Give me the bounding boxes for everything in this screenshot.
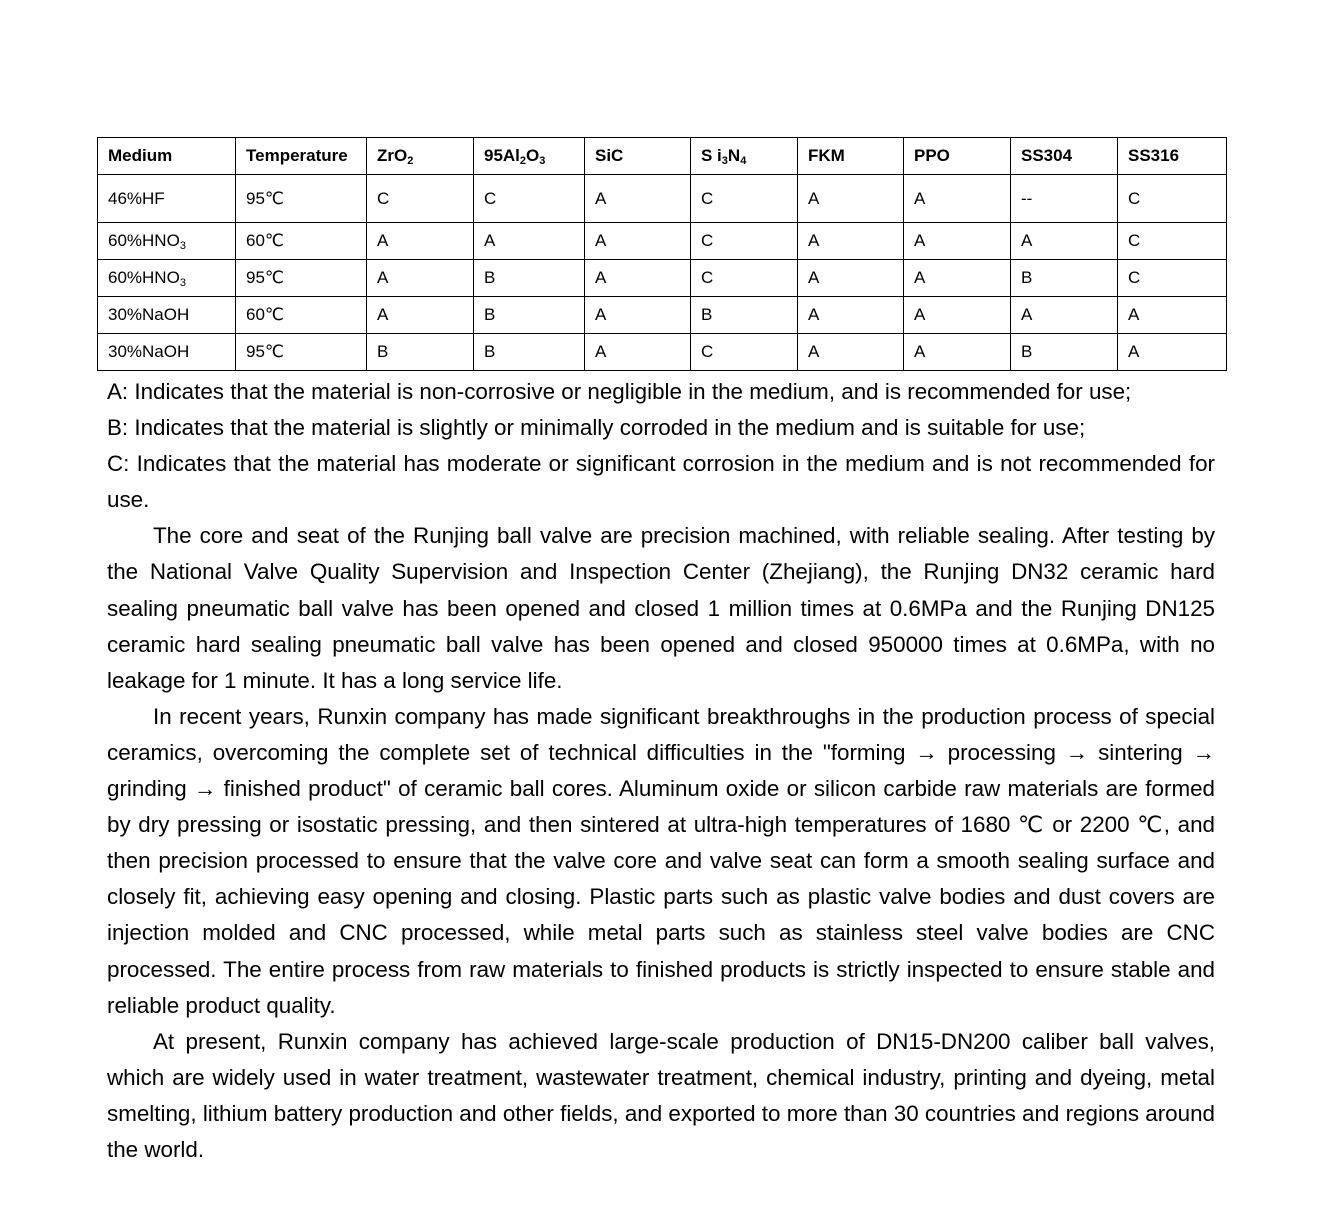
cell-rating: A	[1011, 297, 1118, 334]
legend-a: A: Indicates that the material is non-corrosive or negligible in the medium, and is recommended for use;	[107, 379, 1132, 404]
cell-rating: C	[474, 175, 585, 223]
paragraph-sealing: The core and seat of the Runjing ball valve are precision machined, with reliable sealing. After testing by the National Valve Quality Supervision and Inspection Center (Zhejiang), the Runjing DN32 ceramic hard sealing pneumatic ball valve has been opened and closed 1 million times at 0.6MPa and the Runjing DN125 ceramic hard sealing pneumatic ball valve has been opened and closed 950000 times at 0.6MPa, with no leakage for 1 minute. It has a long service life.	[107, 523, 1215, 693]
cell-rating: A	[585, 334, 691, 371]
cell-rating: B	[474, 297, 585, 334]
cell-rating: A	[798, 334, 904, 371]
header-medium: Medium	[98, 138, 236, 175]
cell-medium: $60\%HNO_3$	[98, 223, 236, 260]
table-row	[98, 297, 1227, 334]
cell-rating: B	[691, 297, 798, 334]
cell-rating: A	[798, 223, 904, 260]
header-ss316: SS316	[1118, 138, 1227, 175]
cell-rating: C	[1118, 175, 1227, 223]
header-sic: SiC	[585, 138, 691, 175]
header-zro2: ZrO$_2$	[367, 138, 474, 175]
cell-medium: $60\%HNO_3$	[98, 260, 236, 297]
cell-medium: 46%HF	[98, 175, 236, 223]
cell-rating: A	[1011, 223, 1118, 260]
cell-rating: B	[1011, 260, 1118, 297]
paragraph-applications: At present, Runxin company has achieved large-scale production of DN15-DN200 caliber ball valves, which are widely used in water treatment, wastewater treatment, chemical industry, printing and dyeing, metal smelting, lithium battery production and other fields, and exported to more than 30 countries and regions around the world.	[107, 1028, 1215, 1162]
header-si3n4: S $i_3N_4$	[691, 138, 798, 175]
table-row	[98, 334, 1227, 371]
body-text	[107, 374, 1215, 1168]
legend-c: C: Indicates that the material has moderate or significant corrosion in the medium and is not recommended for use.	[107, 451, 1215, 513]
cell-temperature: 95℃	[236, 175, 367, 223]
cell-rating: C	[1118, 223, 1227, 260]
header-fkm: FKM	[798, 138, 904, 175]
legend-b: B: Indicates that the material is slightly or minimally corroded in the medium and is suitable for use;	[107, 415, 1086, 441]
cell-temperature: 95℃	[236, 334, 367, 371]
cell-rating: A	[585, 260, 691, 297]
cell-temperature: 60℃	[236, 297, 367, 334]
cell-rating: A	[904, 334, 1011, 371]
cell-medium: 30%NaOH	[98, 297, 236, 334]
cell-rating: A	[585, 175, 691, 223]
cell-rating: A	[585, 297, 691, 334]
cell-rating: C	[691, 223, 798, 260]
cell-medium: 30%NaOH	[98, 334, 236, 371]
cell-rating: C	[691, 175, 798, 223]
header-95al2o3: $95Al_2O_3$	[474, 138, 585, 175]
cell-rating: A	[474, 223, 585, 260]
cell-rating: A	[1118, 334, 1227, 371]
header-temperature: Temperature	[236, 138, 367, 175]
cell-rating: A	[798, 175, 904, 223]
cell-temperature: 60℃	[236, 223, 367, 260]
cell-rating: A	[904, 223, 1011, 260]
table-header-row	[98, 138, 1227, 175]
paragraph-production: In recent years, Runxin company has made significant breakthroughs in the production process of special ceramics, overcoming the complete set of technical difficulties in the "forming → processing → sintering → grinding → finished product" of ceramic ball cores. Aluminum oxide or silicon carbide raw materials are formed by dry pressing or isostatic pressing, and then sintered at ultra-high temperatures of 1680 ℃ or 2200 ℃, and then precision processed to ensure that the valve core and valve seat can form a smooth sealing surface and closely fit, achieving easy opening and closing. Plastic parts such as plastic valve bodies and dust covers are injection molded and CNC processed, while metal parts such as stainless steel valve bodies are CNC processed. The entire process from raw materials to finished products is strictly inspected to ensure stable and reliable product quality.	[107, 703, 1215, 1018]
cell-rating: A	[367, 297, 474, 334]
corrosion-resistance-table	[97, 137, 1227, 371]
table-row	[98, 175, 1227, 223]
cell-rating: A	[1118, 297, 1227, 334]
cell-rating: --	[1011, 175, 1118, 223]
cell-rating: A	[798, 260, 904, 297]
header-ss304: SS304	[1011, 138, 1118, 175]
cell-rating: A	[904, 297, 1011, 334]
cell-rating: C	[367, 175, 474, 223]
cell-rating: C	[691, 260, 798, 297]
cell-rating: B	[367, 334, 474, 371]
table-row	[98, 223, 1227, 260]
cell-rating: B	[474, 334, 585, 371]
cell-rating: C	[1118, 260, 1227, 297]
cell-rating: A	[904, 260, 1011, 297]
cell-rating: B	[1011, 334, 1118, 371]
cell-rating: B	[474, 260, 585, 297]
cell-rating: A	[798, 297, 904, 334]
table-row	[98, 260, 1227, 297]
cell-rating: A	[904, 175, 1011, 223]
cell-rating: A	[367, 260, 474, 297]
header-ppo: PPO	[904, 138, 1011, 175]
cell-temperature: 95℃	[236, 260, 367, 297]
cell-rating: C	[691, 334, 798, 371]
cell-rating: A	[367, 223, 474, 260]
cell-rating: A	[585, 223, 691, 260]
